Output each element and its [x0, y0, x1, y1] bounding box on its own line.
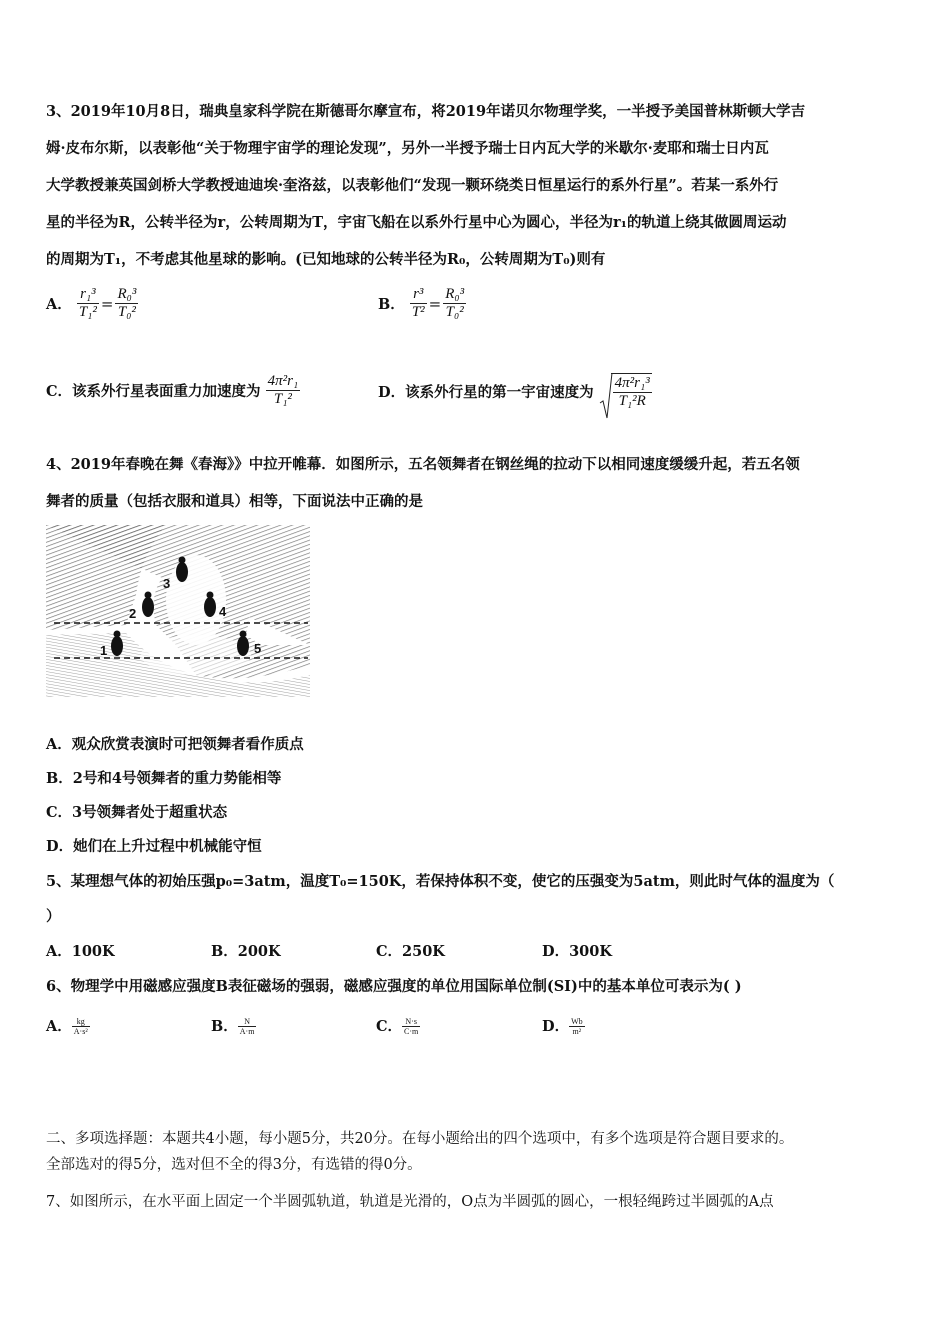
- section2-heading: 二、多项选择题：本题共4小题，每小题5分，共20分。在每小题给出的四个选项中，有多个选项是符合题目要求的。: [46, 1131, 794, 1147]
- section2-instructions: 全部选对的得5分，选对但不全的得3分，有选错的得0分。: [46, 1157, 422, 1173]
- q3-option-a[interactable]: A． $\frac{\text{r₁³}}{\text{T₁²}}$ = $\frac{\text{R₀³}}{\text{T₀²}}$: [46, 286, 137, 320]
- q5-option-a[interactable]: A．100K: [46, 943, 115, 960]
- q5-line-2: ）: [46, 908, 61, 925]
- q5-option-d[interactable]: D．300K: [542, 943, 612, 960]
- q3-option-b[interactable]: B． $\frac{\text{r³}}{\text{T²}}$ = $\frac{\text{R₀³}}{\text{T₀²}}$: [378, 286, 465, 320]
- dancer-label-2: 2: [129, 606, 137, 621]
- dancer-label-5: 5: [254, 641, 262, 656]
- q3-line-5: 的周期为T₁，不考虑其他星球的影响。(已知地球的公转半径为R₀，公转周期为T₀)则有: [46, 251, 606, 268]
- q6-option-d[interactable]: D． $\frac{Wb}{\text{m²}}$: [542, 1017, 583, 1036]
- q5-line-1: 5、某理想气体的初始压强p₀=3atm，温度T₀=150K，若保持体积不变，使它的压强变为5atm，则此时气体的温度为（: [46, 873, 835, 890]
- q3-line-3: 大学教授兼英国剑桥大学教授迪迪埃·奎洛兹，以表彰他们“发现一颗环绕类日恒星运行的系外行星”。若某一系外行: [46, 177, 779, 194]
- dancer-label-4: 4: [219, 604, 227, 619]
- q4-line-2: 舞者的质量（包括衣服和道具）相等，下面说法中正确的是: [46, 493, 423, 510]
- q6-option-c[interactable]: C． $\frac{N\cdot s}{C\cdot m}$: [376, 1017, 419, 1036]
- dancer-label-3: 3: [163, 576, 171, 591]
- q4-option-a[interactable]: A．观众欣赏表演时可把领舞者看作质点: [46, 736, 304, 753]
- q7-line: 7、如图所示，在水平面上固定一个半圆弧轨道，轨道是光滑的，O点为半圆弧的圆心，一根轻绳跨过半圆弧的A点: [46, 1194, 774, 1210]
- q3-option-c[interactable]: C．该系外行星表面重力加速度为 $\frac{\text{4π²r₁}}{\text{T₁²}}$: [46, 373, 299, 407]
- q5-option-c[interactable]: C．250K: [376, 943, 445, 960]
- q4-option-b[interactable]: B．2号和4号领舞者的重力势能相等: [46, 770, 282, 787]
- q6-option-a[interactable]: A． $\frac{kg}{\text{A·s²}}$: [46, 1017, 88, 1036]
- q3-line-2: 姆·皮布尔斯，以表彰他“关于物理宇宙学的理论发现”，另外一半授予瑞士日内瓦大学的米歇尔·麦耶和瑞士日内瓦: [46, 140, 769, 157]
- q6-option-b[interactable]: B． $\frac{N}{A\cdot m}$: [211, 1017, 255, 1036]
- q5-option-b[interactable]: B．200K: [211, 943, 281, 960]
- q4-option-d[interactable]: D．她们在上升过程中机械能守恒: [46, 838, 262, 855]
- q3-line-1: 3、2019年10月8日，瑞典皇家科学院在斯德哥尔摩宣布，将2019年诺贝尔物理学奖，一半授予美国普林斯顿大学吉: [46, 103, 806, 120]
- q4-line-1: 4、2019年春晚在舞《春海》》中拉开帷幕．如图所示，五名领舞者在钢丝绳的拉动下以相同速度缓缓升起，若五名领: [46, 456, 800, 473]
- q6-line: 6、物理学中用磁感应强度B表征磁场的强弱，磁感应强度的单位用国际单位制(SI)中的基本单位可表示为( ): [46, 978, 742, 995]
- q3-option-d[interactable]: D．该系外行星的第一宇宙速度为 $\frac{\text{4π²r₁³}}{\text{T₁²R}}$: [378, 373, 652, 410]
- q4-option-c[interactable]: C．3号领舞者处于超重状态: [46, 804, 228, 821]
- dancer-label-1: 1: [100, 643, 108, 658]
- q3-line-4: 星的半径为R，公转半径为r，公转周期为T，宇宙飞船在以系外行星中心为圆心，半径为r₁的轨道上绕其做圆周运动: [46, 214, 787, 231]
- sqrt-symbol: $\frac{\text{4π²r₁³}}{\text{T₁²R}}$: [599, 373, 652, 410]
- dancers-figure: [46, 525, 310, 697]
